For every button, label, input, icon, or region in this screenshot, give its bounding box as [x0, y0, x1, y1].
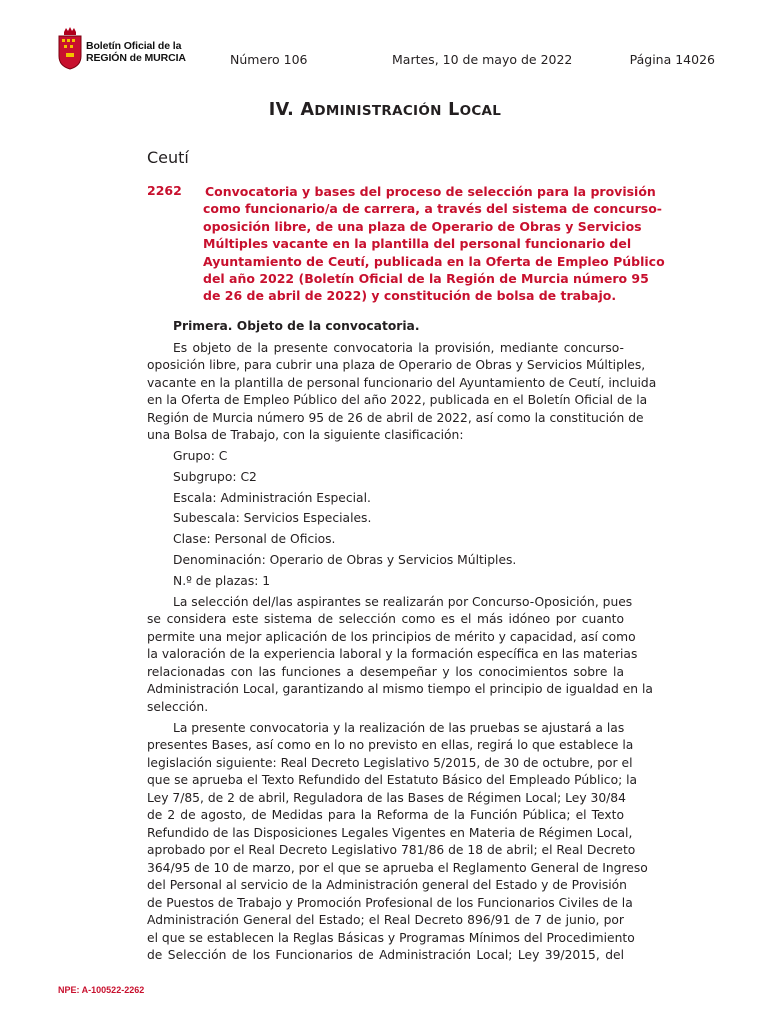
text-line: vacante en la plantilla de personal funcionario del Ayuntamiento de Ceutí, incluida: [147, 375, 657, 390]
title-line: de 26 de abril de 2022) y constitución de bolsa de trabajo.: [203, 288, 617, 304]
issue-date: Martes, 10 de mayo de 2022: [392, 52, 573, 67]
boletin-logo: [56, 26, 196, 72]
text-line: del Personal al servicio de la Administración general del Estado y de Provisión: [147, 878, 627, 893]
organism-name: Ceutí: [147, 148, 189, 167]
text-line: Ley 7/85, de 2 de abril, Reguladora de las Bases de Régimen Local; Ley 30/84: [147, 790, 626, 805]
announcement-number: 2262: [147, 183, 182, 198]
text-line: Administración Local, garantizando al mismo tiempo el principio de igualdad en la: [147, 682, 653, 697]
text-line: 364/95 de 10 de marzo, por el que se aprueba el Reglamento General de Ingreso: [147, 860, 648, 875]
list-item: N.º de plazas: 1: [173, 573, 271, 588]
text-line: una Bolsa de Trabajo, con la siguiente clasificación:: [147, 428, 464, 442]
text-line: oposición libre, para cubrir una plaza de Operario de Obras y Servicios Múltiples,: [147, 358, 646, 372]
announcement-title: [203, 183, 665, 305]
text-line: Es objeto de la presente convocatoria la provisión, mediante concurso-: [173, 340, 624, 355]
list-item: Denominación: Operario de Obras y Servicios Múltiples.: [173, 552, 517, 567]
title-line: Múltiples vacante en la plantilla del personal funcionario del: [203, 236, 632, 252]
page-number: Página 14026: [629, 52, 715, 67]
title-line: del año 2022 (Boletín Oficial de la Región de Murcia número 95: [203, 271, 649, 287]
text-line: legislación siguiente: Real Decreto Legislativo 5/2015, de 30 de octubre, por el: [147, 755, 633, 770]
text-line: Administración General del Estado; el Real Decreto 896/91 de 7 de junio, por: [147, 913, 624, 928]
paragraph-legislacion: [147, 720, 648, 965]
text-line: se considera este sistema de selección como es el más idóneo por cuanto: [147, 612, 624, 627]
text-line: Refundido de las Disposiciones Legales Vigentes en Materia de Régimen Local,: [147, 825, 633, 840]
text-line: la valoración de la experiencia laboral y la formación específica en las materias: [147, 647, 638, 662]
npe-code: NPE: A-100522-2262: [58, 985, 145, 995]
list-item: Subescala: Servicios Especiales.: [173, 511, 372, 526]
article-heading: Primera. Objeto de la convocatoria.: [173, 319, 420, 333]
document-body: [147, 318, 657, 968]
paragraph-seleccion: [147, 594, 653, 717]
title-line: Convocatoria y bases del proceso de selección para la provisión: [205, 184, 656, 199]
logo-line-2: REGIÓN de MURCIA: [86, 52, 186, 64]
text-line: aprobado por el Real Decreto Legislativo 781/86 de 18 de abril; el Real Decreto: [147, 843, 636, 858]
logo-line-1: Boletín Oficial de la: [86, 40, 182, 52]
list-item: Subgrupo: C2: [173, 469, 257, 484]
text-line: selección.: [147, 699, 209, 714]
text-line: el que se establecen la Reglas Básicas y Programas Mínimos del Procedimiento: [147, 930, 635, 945]
issue-number: Número 106: [230, 52, 308, 67]
text-line: permite una mejor aplicación de los principios de mérito y capacidad, así como: [147, 629, 636, 644]
title-line: como funcionario/a de carrera, a través del sistema de concurso-: [203, 201, 662, 217]
title-line: Ayuntamiento de Ceutí, publicada en la Oferta de Empleo Público: [203, 253, 665, 269]
classification-list: [173, 448, 624, 590]
list-item: Escala: Administración Especial.: [173, 490, 371, 505]
list-item: Grupo: C: [173, 449, 228, 463]
title-line: oposición libre, de una plaza de Operario de Obras y Servicios: [203, 218, 642, 234]
section-title: IV. ADMINISTRACIÓN LOCAL: [268, 100, 502, 120]
text-line: de 2 de agosto, de Medidas para la Reforma de la Función Pública; el Texto: [147, 808, 624, 823]
text-line: La selección del/las aspirantes se realizarán por Concurso-Oposición, pues: [173, 594, 633, 609]
text-line: relacionadas con las funciones a desempeñar y los conocimientos sobre la: [147, 664, 624, 679]
list-item: Clase: Personal de Oficios.: [173, 532, 336, 547]
text-line: de Selección de los Funcionarios de Administración Local; Ley 39/2015, del: [147, 948, 624, 963]
murcia-coat-of-arms-icon: [56, 26, 84, 70]
logo-text: [86, 40, 186, 64]
text-line: presentes Bases, así como en lo no previsto en ellas, regirá lo que establece la: [147, 738, 634, 753]
text-line: que se aprueba el Texto Refundido del Estatuto Básico del Empleado Público; la: [147, 773, 638, 788]
text-line: en la Oferta de Empleo Público del año 2022, publicada en el Boletín Oficial de la: [147, 393, 648, 407]
text-line: Región de Murcia número 95 de 26 de abril de 2022, así como la constitución de: [147, 410, 644, 425]
text-line: La presente convocatoria y la realización de las pruebas se ajustará a las: [173, 720, 625, 735]
paragraph-objeto: [147, 340, 657, 445]
text-line: de Puestos de Trabajo y Promoción Profesional de los Funcionarios Civiles de la: [147, 895, 633, 910]
